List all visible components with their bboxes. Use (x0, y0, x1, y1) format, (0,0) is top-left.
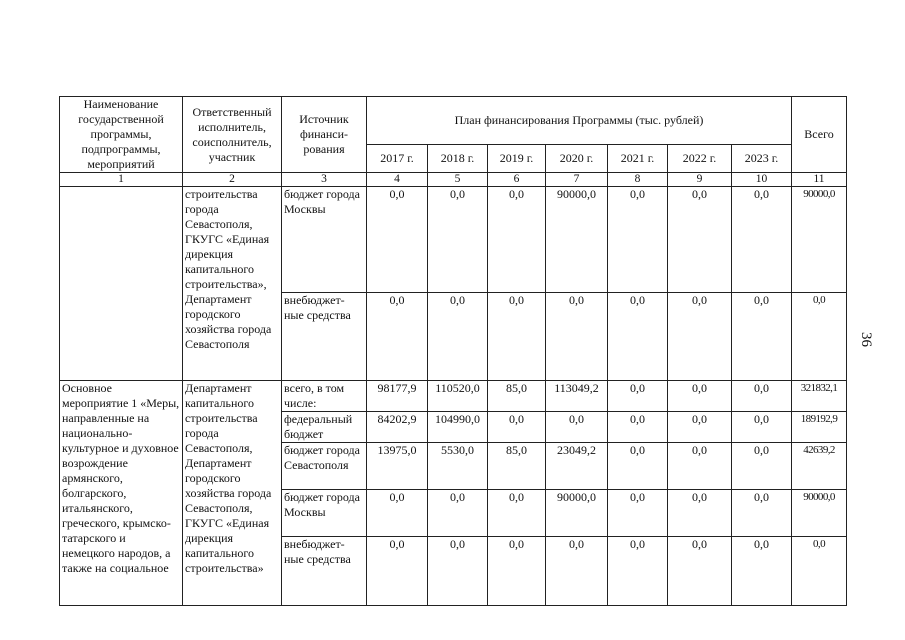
source-cell: федеральный бюджет (282, 412, 367, 443)
value-cell: 0,0 (668, 490, 732, 537)
header-plan: План финансирования Программы (тыс. рублей) (367, 97, 792, 145)
value-cell: 90000,0 (546, 490, 608, 537)
header-year: 2019 г. (488, 144, 546, 172)
value-cell: 0,0 (732, 293, 792, 381)
value-cell: 0,0 (732, 490, 792, 537)
value-cell: 110520,0 (428, 381, 488, 412)
value-cell: 0,0 (732, 187, 792, 293)
value-cell: 0,0 (488, 412, 546, 443)
header-executor: Ответственный исполнитель, соисполнитель, участник (183, 97, 282, 173)
value-cell: 0,0 (488, 293, 546, 381)
program-name-cell (60, 187, 183, 381)
value-cell: 0,0 (668, 443, 732, 490)
source-cell: бюджет города Севастополя (282, 443, 367, 490)
executor-cell: строительства города Севастополя, ГКУГС «Единая дирекция капитального строительства», Департамент городского хозяйства города Севастополя (183, 187, 282, 381)
column-number-row (60, 173, 847, 187)
column-number: 7 (546, 173, 608, 187)
executor-cell: Департамент капитального строительства города Севастополя, Департамент городского хозяйства города Севастополя, ГКУГС «Единая дирекция капитального строительства» (183, 381, 282, 606)
column-number: 1 (60, 173, 183, 187)
value-cell: 0,0 (428, 490, 488, 537)
source-cell: внебюджет-ные средства (282, 293, 367, 381)
column-number: 11 (792, 173, 847, 187)
value-cell: 0,0 (668, 412, 732, 443)
header-source: Источник финанси-рования (282, 97, 367, 173)
value-cell: 0,0 (546, 293, 608, 381)
value-cell: 0,0 (428, 293, 488, 381)
source-cell: бюджет города Москвы (282, 187, 367, 293)
value-cell: 0,0 (608, 187, 668, 293)
table-row (60, 381, 847, 412)
value-cell: 98177,9 (367, 381, 428, 412)
total-cell: 321832,1 (792, 381, 847, 412)
total-cell: 0,0 (792, 537, 847, 606)
value-cell: 0,0 (732, 443, 792, 490)
header-year: 2022 г. (668, 144, 732, 172)
value-cell: 0,0 (546, 412, 608, 443)
value-cell: 85,0 (488, 381, 546, 412)
value-cell: 104990,0 (428, 412, 488, 443)
value-cell: 0,0 (546, 537, 608, 606)
value-cell: 0,0 (608, 412, 668, 443)
value-cell: 5530,0 (428, 443, 488, 490)
value-cell: 0,0 (367, 490, 428, 537)
header-total: Всего (792, 97, 847, 173)
total-cell: 0,0 (792, 293, 847, 381)
value-cell: 0,0 (608, 381, 668, 412)
column-number: 10 (732, 173, 792, 187)
column-number: 5 (428, 173, 488, 187)
value-cell: 0,0 (668, 537, 732, 606)
header-year: 2021 г. (608, 144, 668, 172)
table-row (60, 187, 847, 293)
column-number: 8 (608, 173, 668, 187)
column-number: 4 (367, 173, 428, 187)
total-cell: 189192,9 (792, 412, 847, 443)
value-cell: 0,0 (732, 381, 792, 412)
value-cell: 84202,9 (367, 412, 428, 443)
value-cell: 113049,2 (546, 381, 608, 412)
value-cell: 23049,2 (546, 443, 608, 490)
value-cell: 0,0 (608, 537, 668, 606)
value-cell: 85,0 (488, 443, 546, 490)
column-number: 3 (282, 173, 367, 187)
source-cell: всего, в том числе: (282, 381, 367, 412)
value-cell: 13975,0 (367, 443, 428, 490)
value-cell: 0,0 (732, 412, 792, 443)
column-number: 6 (488, 173, 546, 187)
value-cell: 0,0 (488, 187, 546, 293)
source-cell: бюджет города Москвы (282, 490, 367, 537)
header-year: 2020 г. (546, 144, 608, 172)
value-cell: 0,0 (608, 490, 668, 537)
header-program-name: Наименование государственной программы, подпрограммы, мероприятий (60, 97, 183, 173)
value-cell: 0,0 (732, 537, 792, 606)
value-cell: 0,0 (668, 381, 732, 412)
value-cell: 0,0 (367, 187, 428, 293)
value-cell: 90000,0 (546, 187, 608, 293)
header-year: 2023 г. (732, 144, 792, 172)
value-cell: 0,0 (367, 537, 428, 606)
column-number: 9 (668, 173, 732, 187)
value-cell: 0,0 (367, 293, 428, 381)
column-number: 2 (183, 173, 282, 187)
value-cell: 0,0 (488, 537, 546, 606)
total-cell: 90000,0 (792, 490, 847, 537)
value-cell: 0,0 (488, 490, 546, 537)
program-name-cell: Основное мероприятие 1 «Меры, направленные на национально-культурное и духовное возрождение армянского, болгарского, итальянского, греческого, крымско-татарского и немецкого народов, а также на социальное (60, 381, 183, 606)
header-year: 2017 г. (367, 144, 428, 172)
value-cell: 0,0 (428, 187, 488, 293)
total-cell: 42639,2 (792, 443, 847, 490)
source-cell: внебюджет-ные средства (282, 537, 367, 606)
value-cell: 0,0 (428, 537, 488, 606)
page-number: 36 (858, 332, 874, 347)
value-cell: 0,0 (608, 293, 668, 381)
value-cell: 0,0 (668, 293, 732, 381)
total-cell: 90000,0 (792, 187, 847, 293)
value-cell: 0,0 (608, 443, 668, 490)
header-year: 2018 г. (428, 144, 488, 172)
value-cell: 0,0 (668, 187, 732, 293)
financing-table (59, 96, 847, 606)
